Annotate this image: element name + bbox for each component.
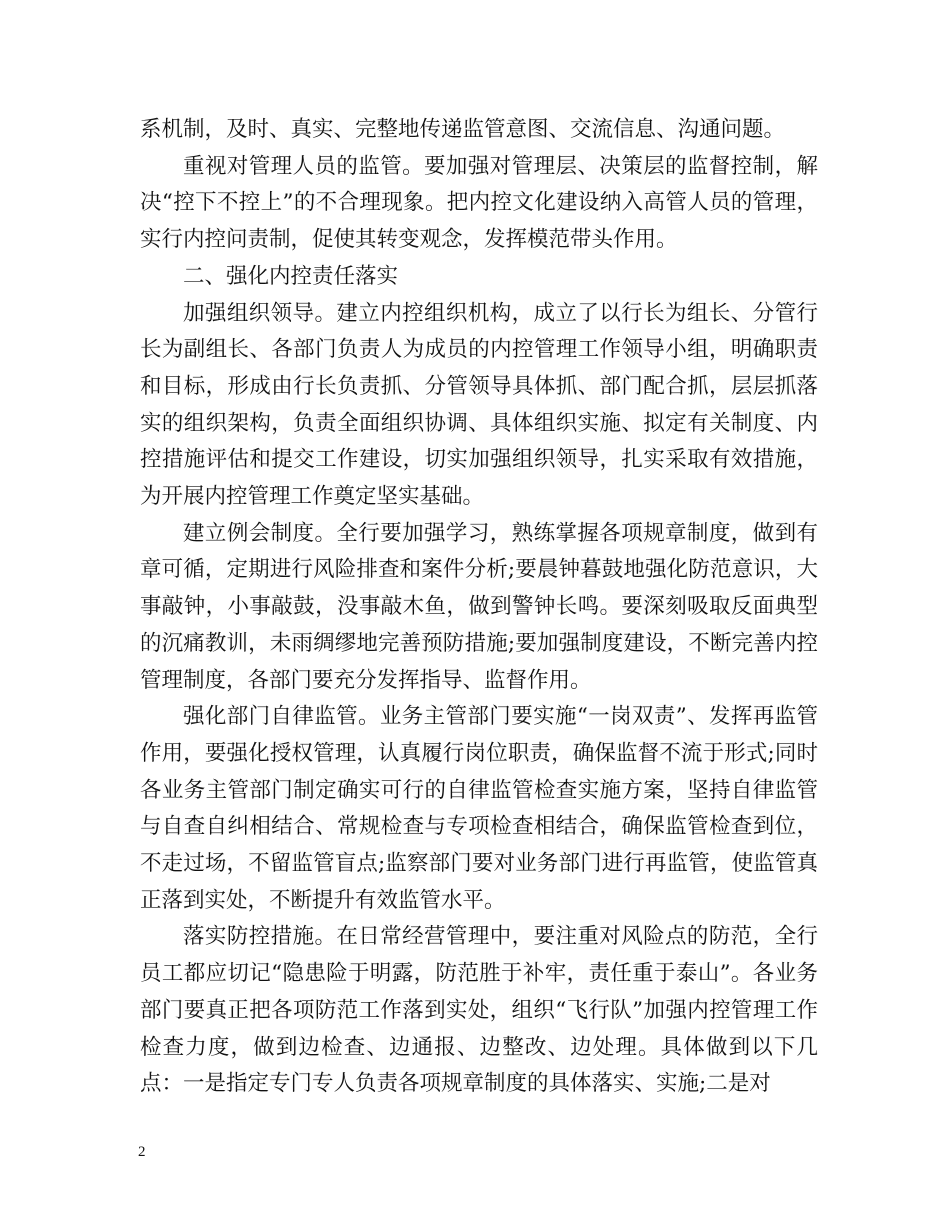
paragraph-management-supervision: 重视对管理人员的监管。要加强对管理层、决策层的监督控制，解决“控下不控上”的不合理现象。把内控文化建设纳入高管人员的管理，实行内控问责制，促使其转变观念，发挥模范带头作用。 [140, 153, 818, 253]
paragraph-continuation: 系机制，及时、真实、完整地传递监管意图、交流信息、沟通问题。 [140, 117, 786, 142]
body-text [140, 112, 818, 1103]
paragraph-self-discipline: 强化部门自律监管。业务主管部门要实施“一岗双责”、发挥再监管作用，要强化授权管理，认真履行岗位职责，确保监督不流于形式;同时各业务主管部门制定确实可行的自律监管检查实施方案，坚持自律监管与自查自纠相结合、常规检查与专项检查相结合，确保监管检查到位，不走过场，不留监管盲点;监察部门要对业务部门进行再监管，使监管真正落到实处，不断提升有效监管水平。 [140, 704, 818, 913]
paragraph-prevention-measures: 落实防控措施。在日常经营管理中，要注重对风险点的防范，全行员工都应切记“隐患险于明露，防范胜于补牢，责任重于泰山”。各业务部门要真正把各项防范工作落到实处，组织“飞行队”加强内控管理工作检查力度，做到边检查、边通报、边整改、边处理。具体做到以下几点：一是指定专门专人负责各项规章制度的具体落实、实施;二是对 [140, 924, 818, 1097]
page-number: 2 [138, 1144, 146, 1160]
paragraph-organization-leadership: 加强组织领导。建立内控组织机构，成立了以行长为组长、分管行长为副组长、各部门负责人为成员的内控管理工作领导小组，明确职责和目标，形成由行长负责抓、分管领导具体抓、部门配合抓，层层抓落实的组织架构，负责全面组织协调、具体组织实施、拟定有关制度、内控措施评估和提交工作建设，切实加强组织领导，扎实采取有效措施，为开展内控管理工作奠定坚实基础。 [140, 300, 818, 510]
paragraph-meeting-system: 建立例会制度。全行要加强学习，熟练掌握各项规章制度，做到有章可循，定期进行风险排查和案件分析;要晨钟暮鼓地强化防范意识，大事敲钟，小事敲鼓，没事敲木鱼，做到警钟长鸣。要深刻吸取反面典型的沉痛教训，未雨绸缪地完善预防措施;要加强制度建设，不断完善内控管理制度，各部门要充分发挥指导、监督作用。 [140, 520, 818, 693]
section-heading: 二、强化内控责任落实 [183, 263, 399, 289]
